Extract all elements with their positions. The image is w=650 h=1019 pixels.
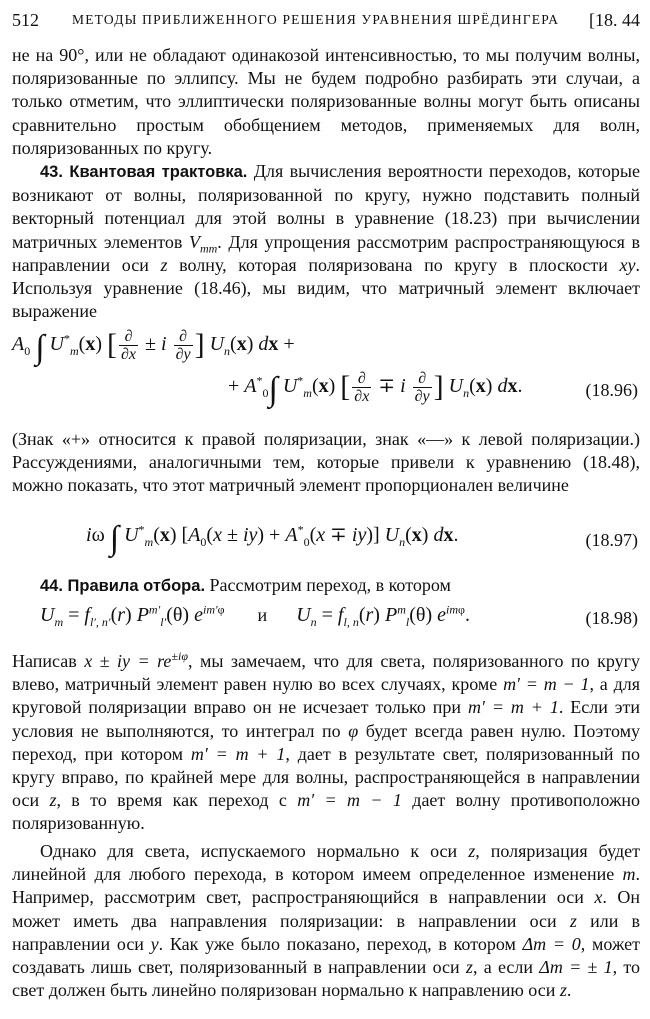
running-title: МЕТОДЫ ПРИБЛИЖЕННОГО РЕШЕНИЯ УРАВНЕНИЯ ШРЁДИНГЕРА: [72, 12, 560, 27]
page-number: 512: [12, 10, 39, 30]
paragraph-sign-note: (Знак «+» относится к правой поляризации, знак «—» к левой поляризации.) Рассуждениями, аналогичными тем, которые привели к уравнению (18.48), можно показать, что этот матричный элемент пропорционален величине: [12, 429, 640, 496]
equation-18-97: iω ∫ $U^*_m(x) [A_0(x \pm iy) + A^*_0(x \mp iy)]$ $U_n(x)$ dx.: [86, 520, 459, 557]
equation-number-18-96: (18.96): [585, 380, 638, 400]
paragraph-linear-polarization: Однако для света, испускаемого нормально к оси z, поляризация будет линейной для любого перехода, в котором имеем определенное изменение m. Например, рассмотрим свет, распространяющийся в направлении оси x. Он может иметь два направления поляризации: в направлении оси z или в направлении оси y. Как уже было показано, переход, в котором Δm = 0, может создавать лишь свет, поляризованный в направлении оси z, а если Δm = ± 1, то свет должен быть линейно поляризован нормально к направлению оси z.: [12, 841, 641, 1001]
equation-number-18-98: (18.98): [585, 608, 638, 628]
section-44: 44. Правила отбора. Рассмотрим переход, в котором: [40, 575, 451, 595]
section-marker: [18. 44: [589, 10, 640, 30]
section-43: 43. Квантовая трактовка. Для вычисления вероятности переходов, которые возникают от волны, поляризованной по кругу, нужно подставить полный векторный потенциал для этой волны в уравнение (18.23) при вычислении матричных элементов $V_{mm}$. Для упрощения рассмотрим распространяющуюся в направлении оси z волну, которая поляризована по кругу в плоскости xy. Используя уравнение (18.46), мы видим, что матричный элемент включает выражение: [12, 161, 641, 322]
equation-18-98: $U_m = f_{l', n'}(r)$ $P^{m'}_{l'}(\theta)$ $e^{im'\varphi}$ и $U_n = f_{l, n}(r)$ $P^m_l(\theta)$ $e^{im\varphi}$.: [40, 602, 470, 629]
paragraph-ellipse: не на 90°, или не обладают одинакозой интенсивностью, то мы получим волны, поляризованные по эллипсу. Мы не будем подробно разбирать эти случаи, а только отметим, что эллиптически поляризованные волны могут быть описаны сравнительно простым обобщением методов, применяемых для волн, поляризованных по кругу.: [12, 45, 640, 158]
section-44-title: 44. Правила отбора.: [40, 577, 206, 595]
running-header: [12, 10, 640, 34]
equation-18-96-line2: + $A^*_0\int$ $U^*_m(x)$ [ $\frac{\partial}{\partial x}$ ∓ i $\frac{\partial}{\partial y}$ ] $U_n(x)$ dx.: [228, 370, 523, 409]
paragraph-selection-rules: Написав x ± iy = $re^{\pm i\varphi}$, мы замечаем, что для света, поляризованного по кругу влево, матричный элемент равен нулю во всех случаях, кроме m′ = m − 1, а для круговой поляризации вправо он не исчезает только при m′ = m + 1. Если эти условия не выполняются, то интеграл по φ будет всегда равен нулю. Поэтому переход, при котором m′ = m + 1, дает в результате свет, поляризованный по кругу вправо, по крайней мере для волны, распространяющейся в направлении оси z, в то время как переход с m′ = m − 1 дает волну противоположно поляризованную.: [12, 649, 641, 834]
equation-18-96-line1: $A_0$ ∫ $U^*_m(x)$ [ $\frac{\partial}{\partial x}$ ± i $\frac{\partial}{\partial y}$ ] $U_n(x)$ dx +: [12, 328, 295, 367]
section-43-title: 43. Квантовая трактовка.: [40, 163, 248, 181]
equation-number-18-97: (18.97): [585, 530, 638, 550]
